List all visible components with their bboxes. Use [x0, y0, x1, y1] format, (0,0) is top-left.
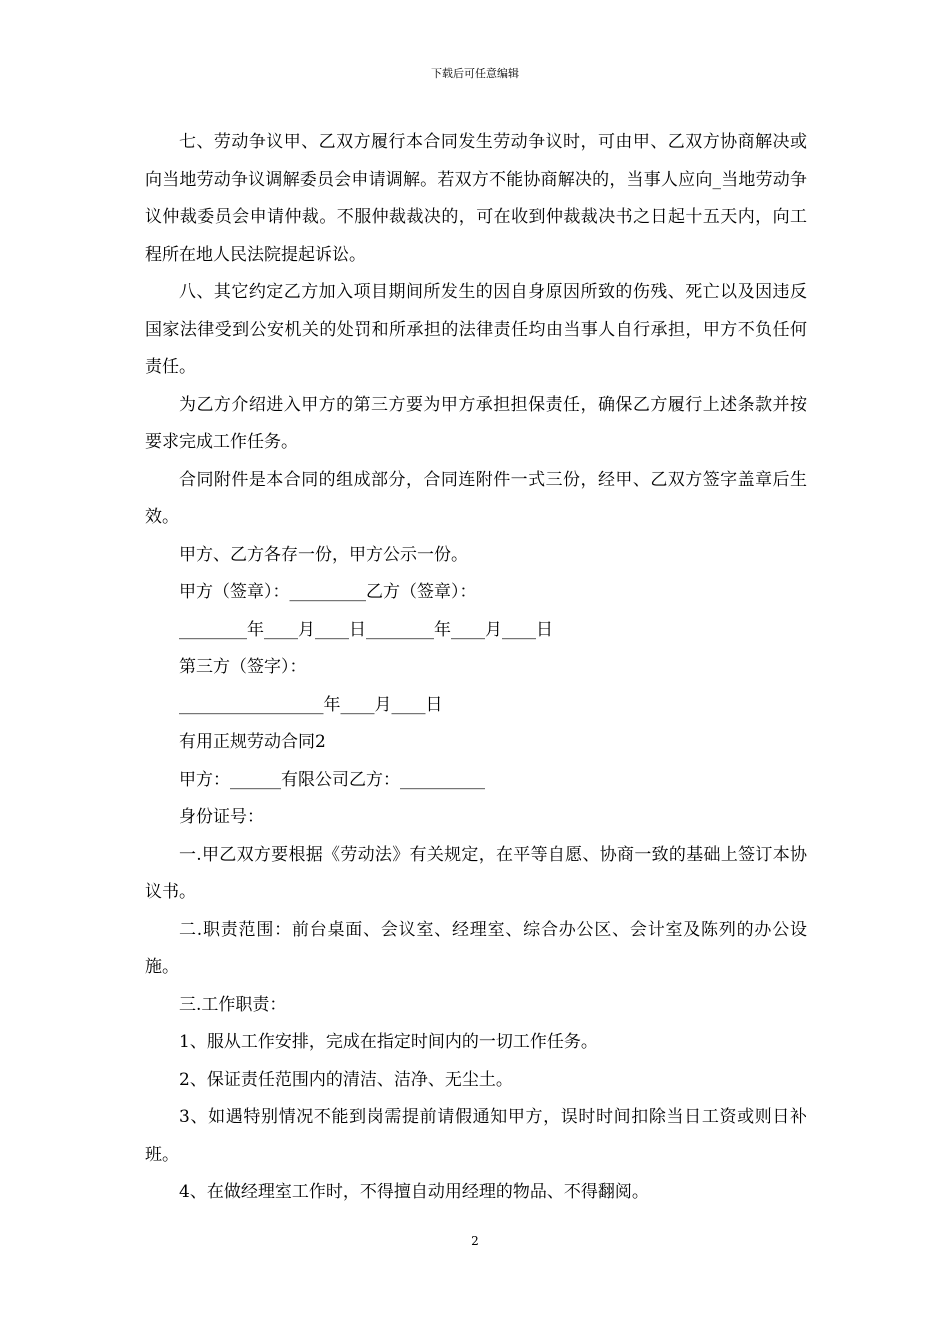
date-line-third-party: _________________年____月____日: [179, 694, 443, 715]
paragraph-labor-dispute: 七、劳动争议甲、乙双方履行本合同发生劳动争议时，可由甲、乙双方协商解决或向当地劳动争议调解委员会申请调解。若双方不能协商解决的，当事人应向_当地劳动争议仲裁委员会申请仲裁。不服仲裁裁决的，可在收到仲裁裁决书之日起十五天内，向工程所在地人民法院提起诉讼。: [145, 132, 807, 265]
party-line: 甲方：______有限公司乙方：__________: [179, 769, 485, 790]
date-line-parties: ________年____月____日________年____月____日: [179, 619, 553, 640]
duty-item-3: 3、如遇特别情况不能到岗需提前请假通知甲方，误时时间扣除当日工资或则日补班。: [145, 1107, 807, 1165]
duty-item-1: 1、服从工作安排，完成在指定时间内的一切工作任务。: [179, 1032, 598, 1052]
paragraph-copies: 甲方、乙方各存一份，甲方公示一份。: [179, 544, 468, 565]
clause-1: 一.甲乙双方要根据《劳动法》有关规定，在平等自愿、协商一致的基础上签订本协议书。: [145, 844, 807, 902]
duty-item-4: 4、在做经理室工作时，不得擅自动用经理的物品、不得翻阅。: [179, 1182, 649, 1202]
page-number: 2: [471, 1234, 479, 1248]
paragraph-guarantee: 为乙方介绍进入甲方的第三方要为甲方承担担保责任，确保乙方履行上述条款并按要求完成工作任务。: [145, 394, 807, 452]
signature-line-third-party: 第三方（签字）：: [179, 657, 307, 677]
page-header: 下载后可任意编辑: [431, 67, 519, 80]
clause-2: 二.职责范围：前台桌面、会议室、经理室、综合办公区、会计室及陈列的办公设施。: [145, 919, 807, 977]
section-title-contract-2: 有用正规劳动合同2: [179, 732, 326, 752]
paragraph-attachments: 合同附件是本合同的组成部分，合同连附件一式三份，经甲、乙双方签字盖章后生效。: [145, 469, 807, 527]
duty-item-2: 2、保证责任范围内的清洁、洁净、无尘土。: [179, 1069, 513, 1090]
document-body: [145, 124, 807, 1212]
paragraph-other-agreements: 八、其它约定乙方加入项目期间所发生的因自身原因所致的伤残、死亡以及因违反国家法律受到公安机关的处罚和所承担的法律责任均由当事人自行承担，甲方不负任何责任。: [145, 282, 807, 377]
clause-3-heading: 三.工作职责：: [179, 994, 287, 1015]
id-number-line: 身份证号：: [179, 807, 264, 827]
signature-line-parties: 甲方（签章）：_________乙方（签章）：: [179, 582, 477, 602]
